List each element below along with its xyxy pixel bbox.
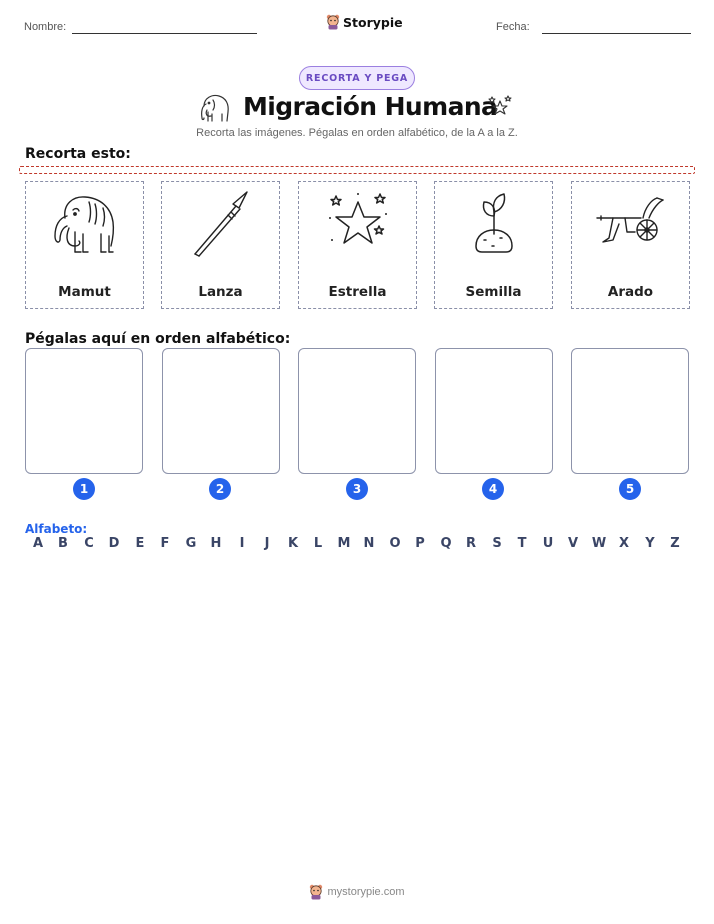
- alphabet-letter: X: [618, 536, 630, 551]
- bear-logo-icon: [326, 14, 340, 30]
- card-label: Mamut: [58, 284, 111, 300]
- star-icon: [318, 188, 398, 258]
- footer-url[interactable]: mystorypie.com: [327, 886, 405, 898]
- brand-name: Storypie: [343, 14, 403, 30]
- brand-logo: [326, 14, 403, 30]
- cut-card-semilla[interactable]: [434, 181, 553, 309]
- name-label: Nombre:: [24, 21, 67, 33]
- paste-heading: Pégalas aquí en orden alfabético:: [25, 331, 291, 347]
- alphabet-letter: Z: [670, 536, 680, 551]
- paste-box-3[interactable]: [298, 348, 416, 474]
- slot-number-3: 3: [346, 478, 368, 500]
- alphabet-letter: A: [32, 536, 44, 551]
- paste-box-2[interactable]: [162, 348, 280, 474]
- card-label: Arado: [607, 284, 654, 300]
- cut-card-mamut[interactable]: [25, 181, 144, 309]
- alphabet-letter: L: [313, 536, 323, 551]
- plow-icon: [591, 188, 671, 258]
- alphabet-letter: Y: [645, 536, 655, 551]
- date-label: Fecha:: [496, 21, 530, 33]
- alphabet-row: [25, 536, 689, 554]
- alphabet-letter: I: [239, 536, 245, 551]
- footer: [0, 884, 714, 900]
- alphabet-letter: V: [567, 536, 579, 551]
- bear-logo-icon: [309, 884, 323, 900]
- alphabet-letter: R: [465, 536, 476, 551]
- instructions: Recorta las imágenes. Pégalas en orden alfabético, de la A a la Z.: [196, 127, 518, 139]
- alphabet-letter: S: [492, 536, 502, 551]
- title-row: [0, 90, 714, 128]
- slot-number-1: 1: [73, 478, 95, 500]
- alphabet-letter: B: [58, 536, 68, 551]
- spear-icon: [181, 188, 261, 258]
- alphabet-letter: E: [135, 536, 145, 551]
- alphabet-title: Alfabeto:: [25, 522, 88, 536]
- alphabet-letter: N: [363, 536, 375, 551]
- card-label: Estrella: [328, 284, 387, 300]
- alphabet-letter: M: [337, 536, 351, 551]
- alphabet-letter: C: [84, 536, 94, 551]
- cut-line: [19, 166, 695, 174]
- mammoth-icon: [45, 188, 125, 258]
- paste-box-5[interactable]: [571, 348, 689, 474]
- alphabet-letter: J: [264, 536, 270, 551]
- slot-number-5: 5: [619, 478, 641, 500]
- header: [0, 14, 714, 38]
- activity-badge: RECORTA Y PEGA: [299, 66, 415, 90]
- cut-heading: Recorta esto:: [25, 146, 131, 162]
- paste-box-4[interactable]: [435, 348, 553, 474]
- card-label: Lanza: [198, 284, 243, 300]
- date-field[interactable]: [542, 33, 691, 34]
- alphabet-letter: G: [185, 536, 197, 551]
- slot-number-2: 2: [209, 478, 231, 500]
- alphabet-letter: O: [389, 536, 401, 551]
- alphabet-letter: F: [160, 536, 170, 551]
- alphabet-letter: P: [415, 536, 425, 551]
- cut-card-arado[interactable]: [571, 181, 690, 309]
- alphabet-letter: Q: [440, 536, 452, 551]
- alphabet-letter: T: [517, 536, 527, 551]
- cut-card-lanza[interactable]: [161, 181, 280, 309]
- seed-icon: [454, 188, 534, 258]
- stars-small-icon: [487, 94, 513, 120]
- slot-number-4: 4: [482, 478, 504, 500]
- mammoth-small-icon: [198, 92, 232, 124]
- alphabet-letter: U: [542, 536, 554, 551]
- page-title: Migración Humana: [243, 92, 498, 121]
- alphabet-letter: H: [210, 536, 222, 551]
- alphabet-letter: K: [287, 536, 299, 551]
- alphabet-letter: W: [591, 536, 607, 551]
- alphabet-letter: D: [108, 536, 120, 551]
- cut-card-estrella[interactable]: [298, 181, 417, 309]
- name-field[interactable]: [72, 33, 257, 34]
- card-label: Semilla: [465, 284, 522, 300]
- paste-box-1[interactable]: [25, 348, 143, 474]
